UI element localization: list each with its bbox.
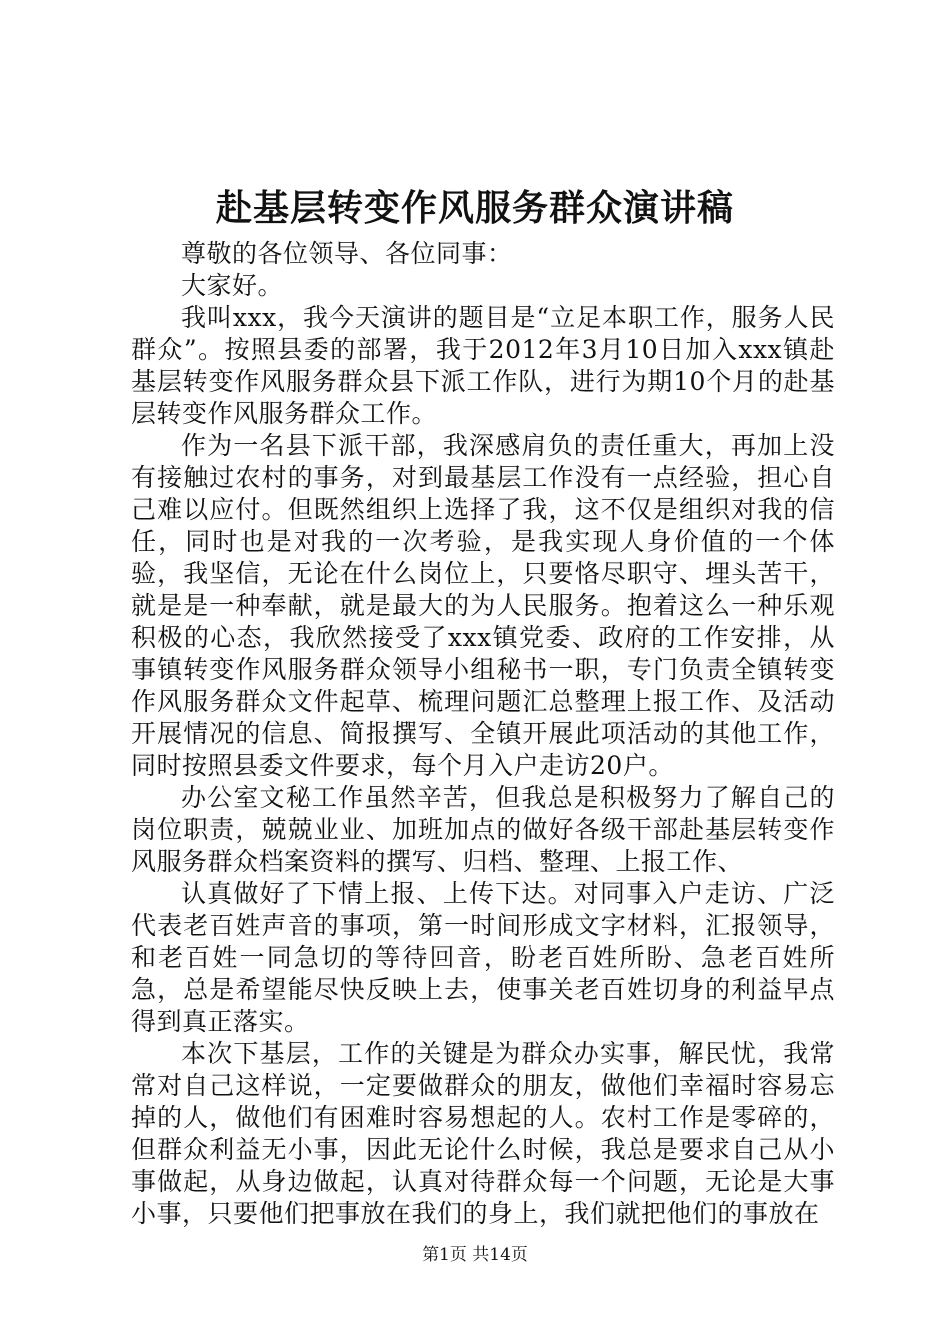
page-number-footer: 第1页 共14页 <box>422 1245 528 1265</box>
document-title: 赴基层转变作风服务群众演讲稿 <box>215 188 734 229</box>
paragraph: 办公室文秘工作虽然辛苦，但我总是积极努力了解自己的岗位职责，兢兢业业、加班加点的做好各级干部赴基层转变作风服务群众档案资料的撰写、归档、整理、上报工作、 <box>131 783 835 876</box>
salutation: 尊敬的各位领导、各位同事： <box>181 239 513 268</box>
paragraph: 我叫xxx，我今天演讲的题目是“立足本职工作，服务人民群众”。按照县委的部署，我于2012年3月10日加入xxx镇赴基层转变作风服务群众县下派工作队，进行为期10个月的赴基层转变作风服务群众工作。 <box>131 303 835 428</box>
document-body <box>131 238 835 1230</box>
paragraph: 作为一名县下派干部，我深感肩负的责任重大，再加上没有接触过农村的事务，对到最基层工作没有一点经验，担心自己难以应付。但既然组织上选择了我，这不仅是组织对我的信任，同时也是对我的一次考验，是我实现人身价值的一个体验，我坚信，无论在什么岗位上，只要恪尽职守、埋头苦干，就是是一种奉献，就是最大的为人民服务。抱着这么一种乐观积极的心态，我欣然接受了xxx镇党委、政府的工作安排，从事镇转变作风服务群众领导小组秘书一职，专门负责全镇转变作风服务群众文件起草、梳理问题汇总整理上报工作、及活动开展情况的信息、简报撰写、全镇开展此项活动的其他工作，同时按照县委文件要求，每个月入户走访20户。 <box>131 431 835 780</box>
paragraph: 认真做好了下情上报、上传下达。对同事入户走访、广泛代表老百姓声音的事项，第一时间形成文字材料，汇报领导，和老百姓一同急切的等待回音，盼老百姓所盼、急老百姓所急，总是希望能尽快反映上去，使事关老百姓切身的利益早点得到真正落实。 <box>131 879 835 1036</box>
paragraph: 本次下基层，工作的关键是为群众办实事，解民忧，我常常对自己这样说，一定要做群众的朋友，做他们幸福时容易忘掉的人，做他们有困难时容易想起的人。农村工作是零碎的，但群众利益无小事，因此无论什么时候，我总是要求自己从小事做起，从身边做起，认真对待群众每一个问题，无论是大事小事，只要他们把事放在我们的身上，我们就把他们的事放在 <box>131 1039 835 1228</box>
greeting: 大家好。 <box>181 271 284 300</box>
